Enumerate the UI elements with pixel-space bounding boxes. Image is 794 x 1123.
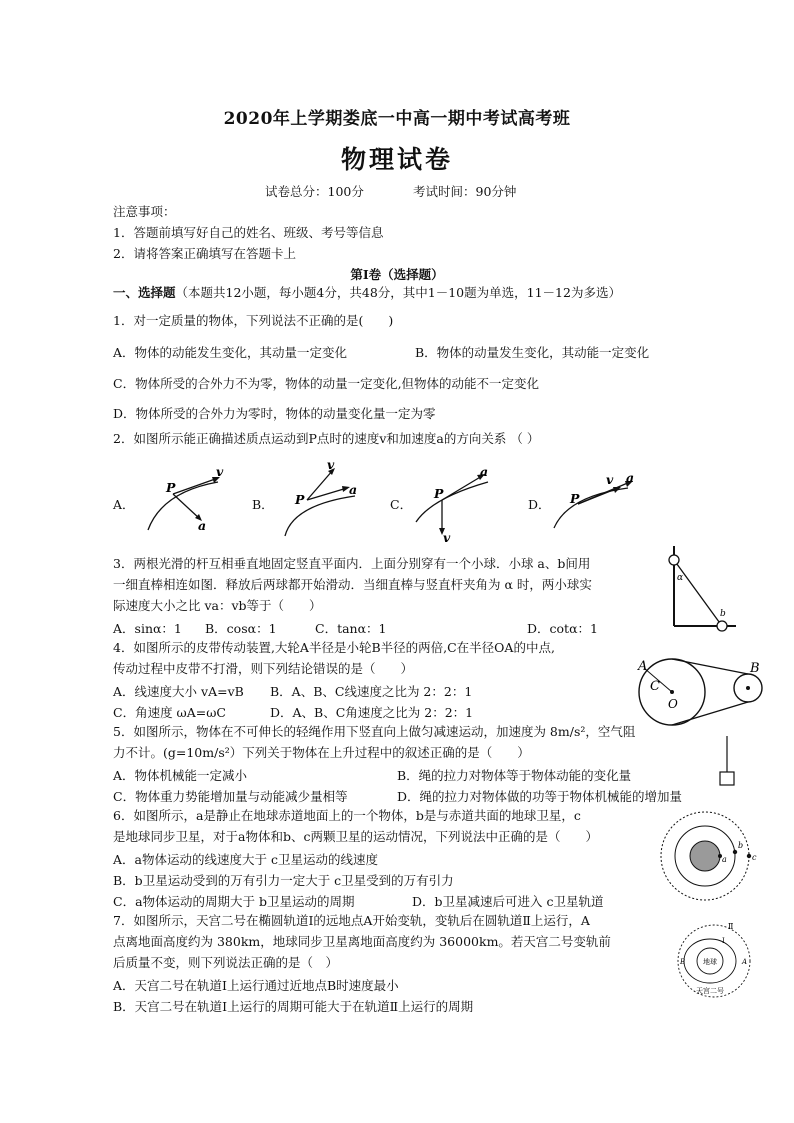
option: A． xyxy=(113,497,135,512)
label-P: P xyxy=(570,491,580,506)
option: A．物体机械能一定减小 xyxy=(113,768,248,783)
q7-tiangong-figure xyxy=(670,915,770,1000)
q4-belt-figure xyxy=(632,652,772,734)
label-a: a xyxy=(722,855,727,864)
option: B．绳的拉力对物体等于物体动能的变化量 xyxy=(397,768,632,783)
label-C: C xyxy=(650,679,660,694)
option: D．物体所受的合外力为零时，物体的动量变化量一定为零 xyxy=(113,406,436,421)
option: C．a物体运动的周期大于 b卫星运动的周期 xyxy=(113,894,355,909)
question-stem: 3．两根光滑的杆互相垂直地固定竖直平面内．上面分别穿有一个小球．小球 a、b间用 xyxy=(113,556,591,571)
question-stem: 1．对一定质量的物体，下列说法不正确的是( ) xyxy=(113,313,394,328)
option: B．A、B、C线速度之比为 2：2：1 xyxy=(270,684,473,699)
option: D．绳的拉力对物体做的功等于物体机械能的增加量 xyxy=(397,789,683,804)
option: C．物体重力势能增加量与动能减少量相等 xyxy=(113,789,348,804)
question-stem: 2．如图所示能正确描述质点运动到P点时的速度v和加速度a的方向关系 （ ） xyxy=(113,431,540,446)
option: D．b卫星减速后可进入 c卫星轨道 xyxy=(412,894,604,909)
section-heading-bold: 一、选择题 xyxy=(113,285,176,300)
label-a: a xyxy=(480,464,489,479)
label-b: b xyxy=(720,609,726,619)
question-stem: 际速度大小之比 va：vb等于（ ） xyxy=(113,598,322,613)
total-score: 试卷总分：100分 xyxy=(265,184,364,199)
exam-time: 考试时间：90分钟 xyxy=(413,184,517,199)
question-stem: 一细直棒相连如图．释放后两球都开始滑动．当细直棒与竖直杆夹角为 α 时，两小球实 xyxy=(113,577,592,592)
label-v: v xyxy=(443,530,451,544)
option: D． xyxy=(528,497,551,512)
label-a: a xyxy=(349,482,358,497)
label-b: b xyxy=(738,841,744,850)
label-a: a xyxy=(626,470,635,485)
option: C．物体所受的合外力不为零，物体的动量一定变化,但物体的动能不一定变化 xyxy=(113,376,540,391)
option: A．a物体运动的线速度大于 c卫星运动的线速度 xyxy=(113,852,378,867)
label-A: A xyxy=(742,958,748,966)
note-item: 1．答题前填写好自己的姓名、班级、考号等信息 xyxy=(113,225,384,240)
question-stem: 5．如图所示，物体在不可伸长的轻绳作用下竖直向上做匀减速运动，加速度为 8m/s²，空气阻 xyxy=(113,724,636,739)
question-stem: 力不计。(g=10m/s²）下列关于物体在上升过程中的叙述正确的是（ ） xyxy=(113,745,530,760)
question-stem: 传动过程中皮带不打滑，则下列结论错误的是（ ） xyxy=(113,661,414,676)
q2-figure-d xyxy=(548,470,643,535)
option: B． xyxy=(252,497,274,512)
label-v: v xyxy=(327,460,335,472)
question-stem: 点离地面高度约为 380km，地球同步卫星离地面高度约为 36000km。若天宫二号变轨前 xyxy=(113,934,611,949)
option: B．天宫二号在轨道Ⅰ上运行的周期可能大于在轨道Ⅱ上运行的周期 xyxy=(113,999,474,1014)
option: A．sinα：1 xyxy=(113,621,182,636)
section-heading-rest: （本题共12小题，每小题4分，共48分，其中1－10题为单选，11－12为多选） xyxy=(175,285,621,300)
label-v: v xyxy=(606,472,614,487)
option: C． xyxy=(390,497,413,512)
option: A．物体的动能发生变化，其动量一定变化 xyxy=(113,345,348,360)
label-B: B xyxy=(750,661,760,676)
option: B．物体的动量发生变化，其动能一定变化 xyxy=(415,345,650,360)
label-P: P xyxy=(295,492,305,507)
label-v: v xyxy=(216,464,224,479)
q2-figure-b xyxy=(275,460,370,540)
label-alpha: α xyxy=(677,573,684,583)
label-c: c xyxy=(752,853,757,862)
notes-heading: 注意事项： xyxy=(113,204,176,219)
exam-title: 2020年上学期娄底一中高一期中考试高考班 xyxy=(223,109,571,129)
option: D．cotα：1 xyxy=(527,621,598,636)
label-P: P xyxy=(166,480,176,495)
question-stem: 6．如图所示，a是静止在地球赤道地面上的一个物体，b是与赤道共面的地球卫星，c xyxy=(113,808,581,823)
label-II: Ⅱ xyxy=(728,922,734,931)
label-I: Ⅰ xyxy=(722,937,725,945)
question-stem: 是地球同步卫星，对于a物体和b、c两颗卫星的运动情况，下列说法中正确的是（ ） xyxy=(113,829,598,844)
label-a: a xyxy=(198,518,207,533)
option: C．tanα：1 xyxy=(315,621,387,636)
q3-rod-figure xyxy=(660,542,740,637)
option: D．A、B、C角速度之比为 2：2：1 xyxy=(270,705,474,720)
label-tiangong: 天宫二号 xyxy=(696,987,724,995)
question-stem: 4．如图所示的皮带传动装置,大轮A半径是小轮B半径的两倍,C在半径OA的中点, xyxy=(113,640,555,655)
option: B．b卫星运动受到的万有引力一定大于 c卫星受到的万有引力 xyxy=(113,873,454,888)
option: C．角速度 ωA=ωC xyxy=(113,705,226,720)
option: A．天宫二号在轨道Ⅰ上运行通过近地点B时速度最小 xyxy=(113,978,399,993)
section-heading xyxy=(113,285,621,302)
label-A: A xyxy=(638,659,648,674)
label-B: B xyxy=(680,958,686,966)
q6-orbit-figure xyxy=(655,808,765,903)
question-stem: 后质量不变，则下列说法正确的是（ ） xyxy=(113,955,339,970)
q5-rope-figure xyxy=(705,734,745,794)
subject-title: 物理试卷 xyxy=(340,145,453,174)
label-earth: 地球 xyxy=(703,958,717,966)
option: A．线速度大小 vA=vB xyxy=(113,684,244,699)
label-O: O xyxy=(668,697,678,711)
label-P: P xyxy=(434,486,444,501)
q2-figure-a xyxy=(140,462,235,537)
option: B．cosα：1 xyxy=(205,621,277,636)
note-item: 2．请将答案正确填写在答题卡上 xyxy=(113,246,296,261)
section-title: 第Ⅰ卷（选择题） xyxy=(350,267,444,282)
q2-figure-c xyxy=(410,462,505,544)
question-stem: 7．如图所示，天宫二号在椭圆轨道Ⅰ的远地点A开始变轨，变轨后在圆轨道Ⅱ上运行，A xyxy=(113,913,590,928)
